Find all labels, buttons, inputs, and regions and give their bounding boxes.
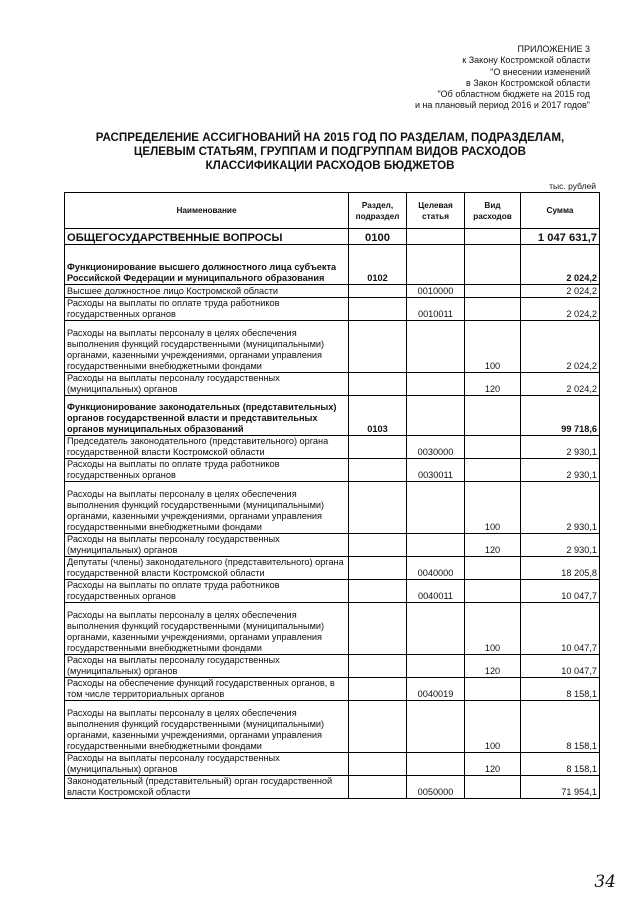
row-sum: 99 718,6 [521,396,600,436]
table-row [65,321,600,373]
appendix-line: к Закону Костромской области [462,55,590,66]
units-label: тыс. рублей [549,181,596,191]
appendix-line: и на плановый период 2016 и 2017 годов" [414,100,590,111]
row-name: ОБЩЕГОСУДАРСТВЕННЫЕ ВОПРОСЫ [65,229,349,245]
row-article: 0040019 [407,678,465,701]
row-type [465,245,521,285]
row-section: 0100 [349,229,407,245]
table-row [65,436,600,459]
row-article: 0030000 [407,436,465,459]
row-type [465,580,521,603]
header-article: Целевая статья [407,193,465,229]
row-section [349,557,407,580]
row-section [349,655,407,678]
row-name: Расходы на выплаты персоналу в целях обеспечения выполнения функций государственными (муниципальными) органами, казенными учреждениями, органами управления государственными внебюджетными фондами [65,603,349,655]
row-article [407,245,465,285]
row-name: Расходы на выплаты персоналу в целях обеспечения выполнения функций государственными (муниципальными) органами, казенными учреждениями, органами управления государственными внебюджетными фондами [65,701,349,753]
row-sum: 18 205,8 [521,557,600,580]
row-name: Депутаты (члены) законодательного (представительного) органа государственной власти Костромской области [65,557,349,580]
title-line: КЛАССИФИКАЦИИ РАСХОДОВ БЮДЖЕТОВ [205,159,455,172]
row-section [349,603,407,655]
budget-table [64,192,600,799]
row-sum: 2 930,1 [521,436,600,459]
row-section [349,776,407,799]
table-row [65,245,600,285]
row-name: Расходы на выплаты персоналу в целях обеспечения выполнения функций государственными (муниципальными) органами, казенными учреждениями, органами управления государственными внебюджетными фондами [65,482,349,534]
table-body [65,229,600,799]
row-sum: 2 024,2 [521,321,600,373]
row-section [349,436,407,459]
row-name: Расходы на выплаты по оплате труда работников государственных органов [65,298,349,321]
table-row [65,580,600,603]
table-row [65,753,600,776]
row-article [407,753,465,776]
appendix-line: "О внесении изменений [490,66,590,77]
row-type [465,678,521,701]
table-row [65,298,600,321]
row-section [349,298,407,321]
row-article [407,655,465,678]
row-article: 0030011 [407,459,465,482]
header-sum: Сумма [521,193,600,229]
row-name: Расходы на выплаты по оплате труда работников государственных органов [65,459,349,482]
table-row [65,459,600,482]
title-line: РАСПРЕДЕЛЕНИЕ АССИГНОВАНИЙ НА 2015 ГОД ПО РАЗДЕЛАМ, ПОДРАЗДЕЛАМ, [95,131,565,144]
header-section: Раздел, подраздел [349,193,407,229]
row-type: 120 [465,534,521,557]
row-sum: 2 930,1 [521,534,600,557]
row-article: 0010000 [407,285,465,298]
row-section: 0102 [349,245,407,285]
row-type: 100 [465,482,521,534]
row-article [407,534,465,557]
row-section [349,459,407,482]
row-sum: 2 930,1 [521,482,600,534]
row-type: 120 [465,753,521,776]
row-section [349,580,407,603]
page-number: 34 [594,872,616,892]
row-sum: 2 024,2 [521,373,600,396]
row-type: 100 [465,321,521,373]
table-row [65,373,600,396]
table-row [65,534,600,557]
row-article [407,482,465,534]
table-row [65,678,600,701]
table-row [65,229,600,245]
table-row [65,285,600,298]
row-sum: 8 158,1 [521,753,600,776]
table-row [65,776,600,799]
row-type: 120 [465,373,521,396]
row-type: 120 [465,655,521,678]
appendix-line: "Об областном бюджете на 2015 год [437,89,590,100]
row-type: 100 [465,603,521,655]
table-row [65,557,600,580]
row-name: Расходы на выплаты персоналу государственных (муниципальных) органов [65,373,349,396]
row-article [407,321,465,373]
row-type [465,557,521,580]
appendix-header [330,44,590,112]
row-name: Функционирование законодательных (представительных) органов государственной власти и представительных органов муниципальных образований [65,396,349,436]
row-article [407,603,465,655]
row-type [465,285,521,298]
table-row [65,603,600,655]
row-article [407,396,465,436]
row-section [349,534,407,557]
row-section [349,373,407,396]
row-sum: 8 158,1 [521,701,600,753]
row-sum: 2 930,1 [521,459,600,482]
row-article: 0010011 [407,298,465,321]
row-section [349,753,407,776]
row-type: 100 [465,701,521,753]
row-article: 0040000 [407,557,465,580]
row-sum: 1 047 631,7 [521,229,600,245]
document-title [95,131,565,173]
header-name: Наименование [65,193,349,229]
row-sum: 8 158,1 [521,678,600,701]
row-article: 0040011 [407,580,465,603]
row-name: Расходы на выплаты персоналу в целях обеспечения выполнения функций государственными (муниципальными) органами, казенными учреждениями, органами управления государственными внебюджетными фондами [65,321,349,373]
row-sum: 10 047,7 [521,580,600,603]
table-row [65,396,600,436]
row-article [407,229,465,245]
row-article: 0050000 [407,776,465,799]
row-type [465,229,521,245]
row-sum: 2 024,2 [521,285,600,298]
table-header-row [65,193,600,229]
row-section [349,482,407,534]
row-name: Расходы на обеспечение функций государственных органов, в том числе территориальных органов [65,678,349,701]
row-type [465,436,521,459]
row-section [349,701,407,753]
row-article [407,701,465,753]
row-sum: 2 024,2 [521,298,600,321]
row-name: Высшее должностное лицо Костромской области [65,285,349,298]
row-article [407,373,465,396]
row-type [465,396,521,436]
row-type [465,298,521,321]
row-sum: 71 954,1 [521,776,600,799]
appendix-line: в Закон Костромской области [465,77,590,88]
row-name: Председатель законодательного (представительного) органа государственной власти Костромской области [65,436,349,459]
row-section [349,678,407,701]
row-sum: 2 024,2 [521,245,600,285]
title-line: ЦЕЛЕВЫМ СТАТЬЯМ, ГРУППАМ И ПОДГРУППАМ ВИДОВ РАСХОДОВ [133,145,527,158]
row-section [349,285,407,298]
row-name: Расходы на выплаты персоналу государственных (муниципальных) органов [65,753,349,776]
row-name: Расходы на выплаты персоналу государственных (муниципальных) органов [65,655,349,678]
row-section [349,321,407,373]
appendix-line: ПРИЛОЖЕНИЕ 3 [517,44,590,54]
row-name: Функционирование высшего должностного лица субъекта Российской Федерации и муниципального образования [65,245,349,285]
row-type [465,776,521,799]
table-row [65,482,600,534]
row-name: Законодательный (представительный) орган государственной власти Костромской области [65,776,349,799]
row-name: Расходы на выплаты персоналу государственных (муниципальных) органов [65,534,349,557]
row-name: Расходы на выплаты по оплате труда работников государственных органов [65,580,349,603]
row-type [465,459,521,482]
header-type: Вид расходов [465,193,521,229]
row-sum: 10 047,7 [521,655,600,678]
row-section: 0103 [349,396,407,436]
table-row [65,701,600,753]
row-sum: 10 047,7 [521,603,600,655]
table-row [65,655,600,678]
